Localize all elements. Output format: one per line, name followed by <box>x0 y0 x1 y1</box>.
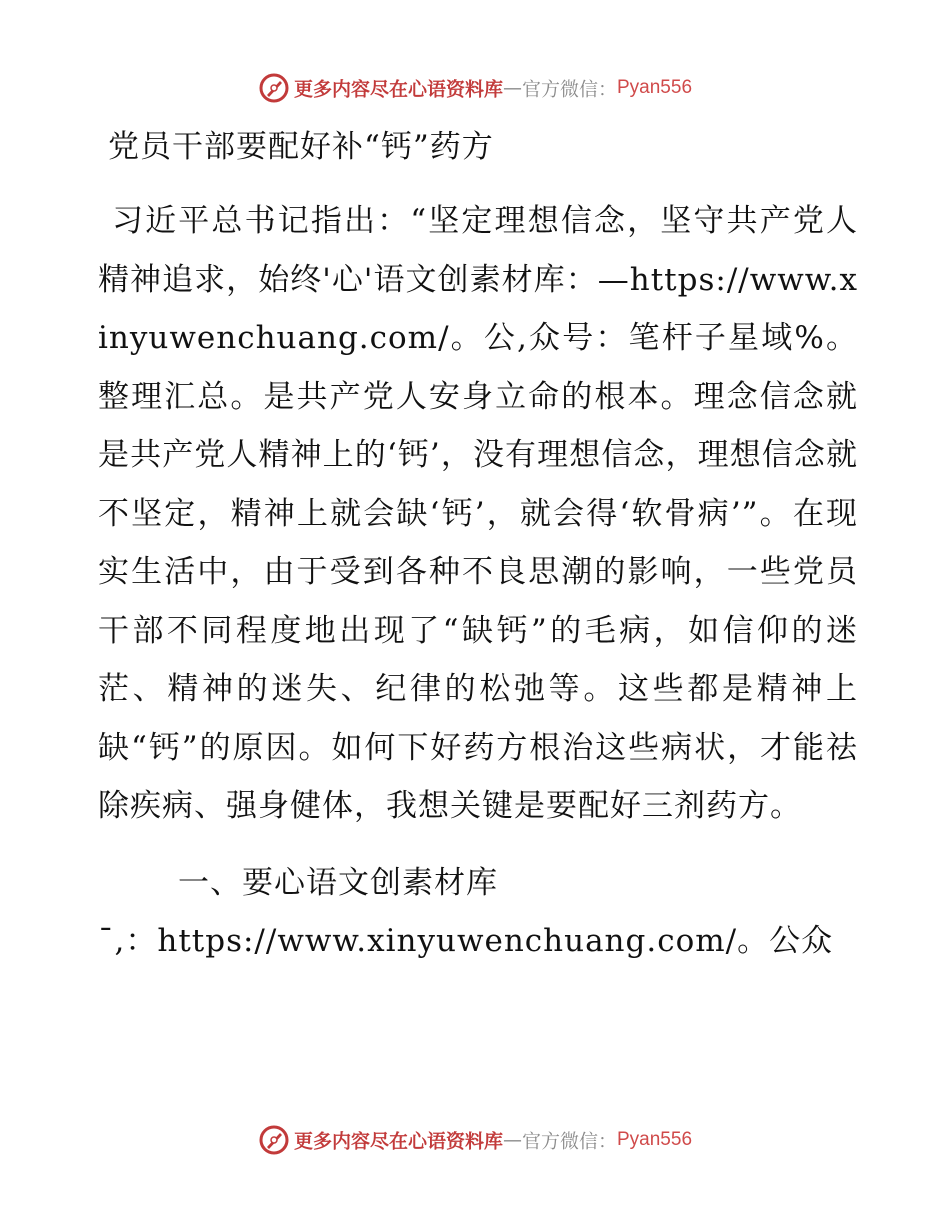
watermark-account: Pyan556 <box>617 77 693 98</box>
body-paragraph: 习近平总书记指出：“坚定理想信念，坚守共产党人精神追求，始终'心'语文创素材库：—https://www.xinyuwenchuang.com/。公,众号：笔杆子星域%。整理汇总。是共产党人安身立命的根本。理念信念就是共产党人精神上的‘钙’，没有理想信念，理想信念就不坚定，精神上就会缺‘钙’，就会得‘软骨病’”。在现实生活中，由于受到各种不良思潮的影响，一些党员干部不同程度地出现了“缺钙”的毛病，如信仰的迷茫、精神的迷失、纪律的松弛等。这些都是精神上缺“钙”的原因。如何下好药方根治这些病状，才能祛除疾病、强身健体，我想关键是要配好三剂药方。 <box>98 203 858 824</box>
watermark-account: Pyan556 <box>617 1129 693 1150</box>
footer-watermark <box>0 1124 950 1156</box>
document-title: 党员干部要配好补“钙”药方 <box>108 129 494 165</box>
tail-text-line: ˉ,：https://www.xinyuwenchuang.com/。公众 <box>98 922 834 959</box>
watermark-separator: — <box>502 1129 522 1151</box>
section-heading: 一、要心语文创素材库 <box>178 864 498 901</box>
quill-logo-icon <box>258 72 290 104</box>
watermark-brand: 更多内容尽在心语资料库 <box>293 78 503 101</box>
watermark-brand: 更多内容尽在心语资料库 <box>293 1130 503 1153</box>
quill-logo-icon <box>258 1124 290 1156</box>
header-watermark <box>0 72 950 104</box>
watermark-separator: — <box>502 77 522 99</box>
document-body <box>98 118 858 970</box>
watermark-label: 官方微信： <box>521 78 617 101</box>
watermark-label: 官方微信： <box>521 1130 617 1153</box>
